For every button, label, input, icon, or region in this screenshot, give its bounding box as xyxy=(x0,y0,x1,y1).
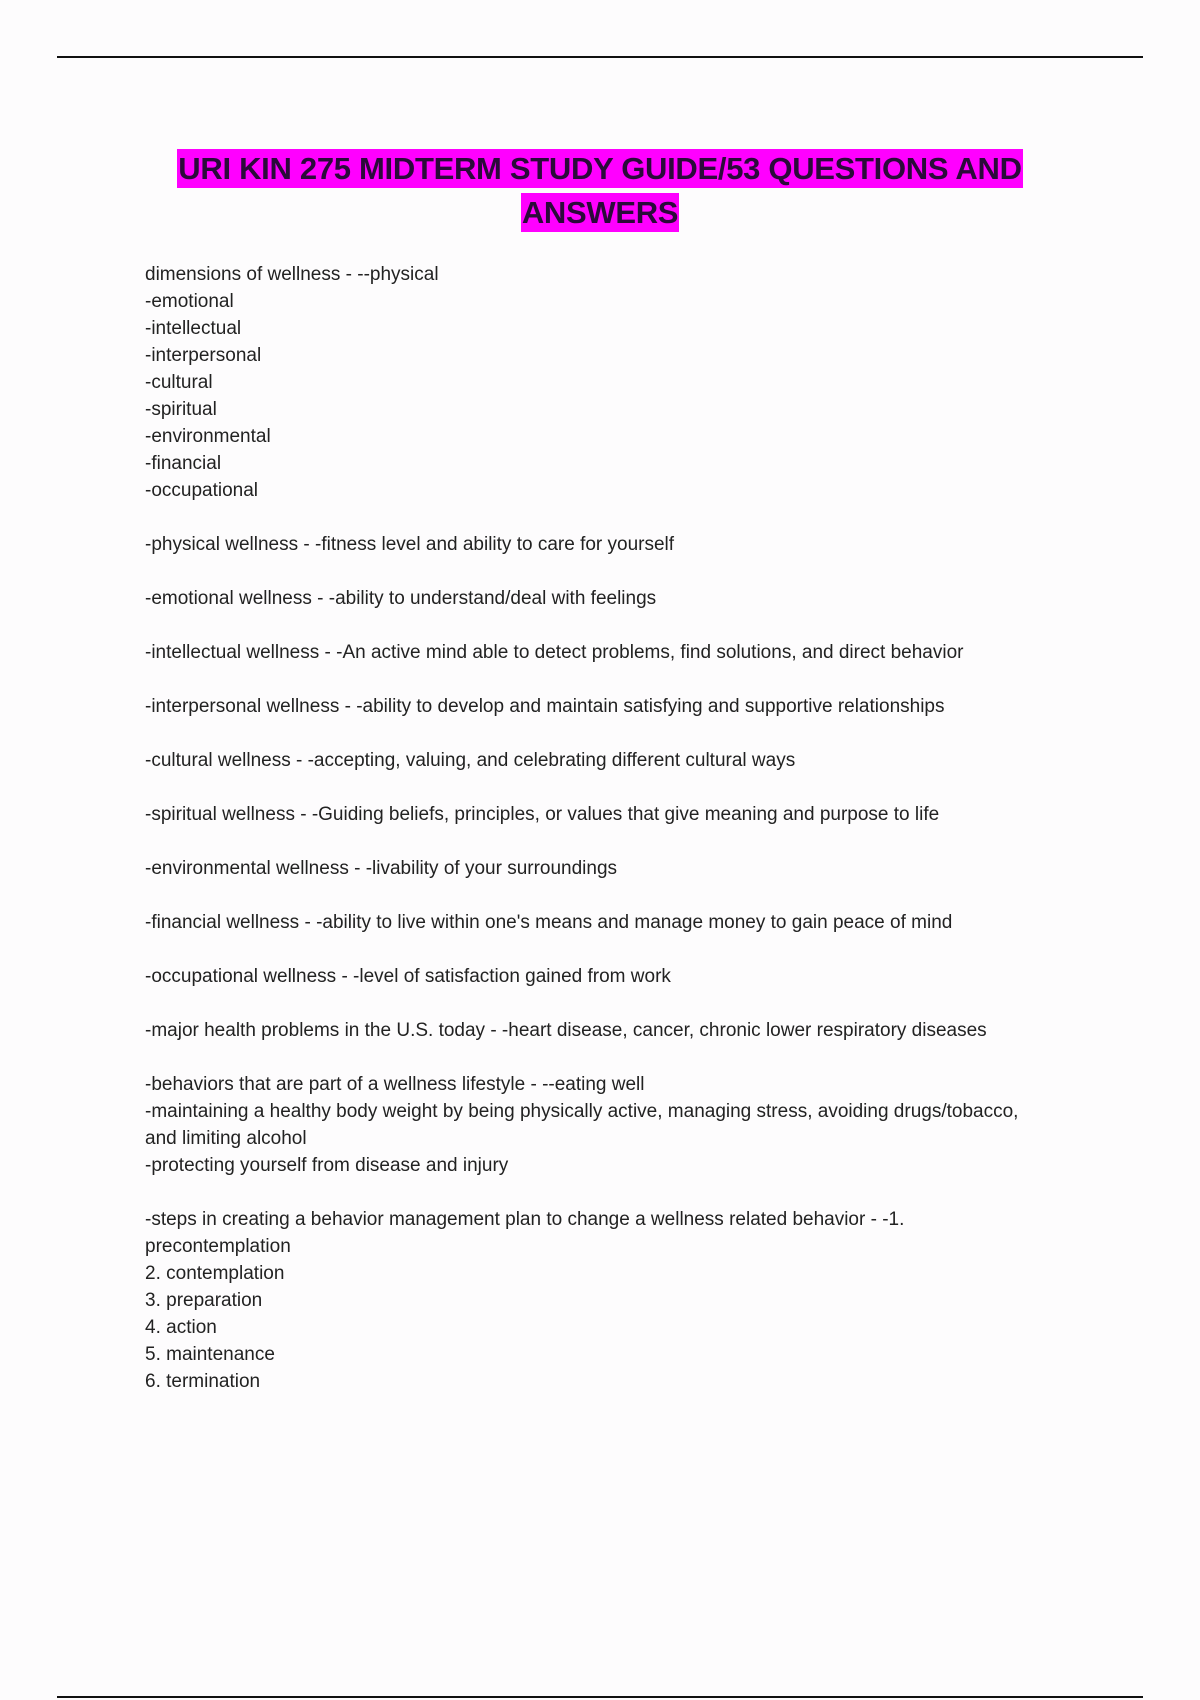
text-line: 5. maintenance xyxy=(145,1344,275,1365)
text-line: -maintaining a healthy body weight by being physically active, managing stress, avoiding drugs/tobacco, xyxy=(145,1101,1019,1122)
qa-item xyxy=(145,1017,1085,1044)
text-line: -cultural xyxy=(145,372,213,393)
text-line: 6. termination xyxy=(145,1371,261,1392)
qa-item xyxy=(145,909,1085,936)
qa-item xyxy=(145,801,1085,828)
text-line: -environmental xyxy=(145,426,271,447)
title-line-1: URI KIN 275 MIDTERM STUDY GUIDE/53 QUESTIONS AND xyxy=(178,151,1022,186)
text-line: -emotional wellness - -ability to understand/deal with feelings xyxy=(145,588,657,609)
text-line: -spiritual wellness - -Guiding beliefs, principles, or values that give meaning and purpose to life xyxy=(145,804,940,825)
text-line: -occupational wellness - -level of satisfaction gained from work xyxy=(145,966,671,987)
text-line: 3. preparation xyxy=(145,1290,263,1311)
text-line: 2. contemplation xyxy=(145,1263,285,1284)
text-line: -environmental wellness - -livability of your surroundings xyxy=(145,858,618,879)
text-line: -physical wellness - -fitness level and ability to care for yourself xyxy=(145,534,675,555)
qa-item xyxy=(145,963,1085,990)
document-title xyxy=(100,147,1100,235)
text-line: -major health problems in the U.S. today - -heart disease, cancer, chronic lower respiratory diseases xyxy=(145,1020,987,1041)
text-line: -spiritual xyxy=(145,399,217,420)
text-line: precontemplation xyxy=(145,1236,291,1257)
text-line: -interpersonal xyxy=(145,345,262,366)
text-line: -steps in creating a behavior management plan to change a wellness related behavior - -1. xyxy=(145,1209,905,1230)
qa-item xyxy=(145,585,1085,612)
text-line: 4. action xyxy=(145,1317,217,1338)
qa-item xyxy=(145,261,1085,504)
qa-item xyxy=(145,1206,1085,1395)
document-body xyxy=(145,261,1085,1395)
qa-item xyxy=(145,855,1085,882)
text-line: -emotional xyxy=(145,291,234,312)
text-line: -occupational xyxy=(145,480,259,501)
text-line: -financial wellness - -ability to live within one's means and manage money to gain peace of mind xyxy=(145,912,953,933)
text-line: -intellectual wellness - -An active mind able to detect problems, find solutions, and direct behavior xyxy=(145,642,964,663)
bottom-rule xyxy=(57,1696,1143,1698)
text-line: -financial xyxy=(145,453,222,474)
qa-item xyxy=(145,747,1085,774)
text-line: -cultural wellness - -accepting, valuing, and celebrating different cultural ways xyxy=(145,750,796,771)
text-line: -behaviors that are part of a wellness lifestyle - --eating well xyxy=(145,1074,645,1095)
text-line: and limiting alcohol xyxy=(145,1128,307,1149)
qa-item xyxy=(145,693,1085,720)
text-line: -intellectual xyxy=(145,318,242,339)
text-line: -protecting yourself from disease and injury xyxy=(145,1155,509,1176)
qa-item xyxy=(145,639,1085,666)
top-rule xyxy=(57,56,1143,58)
text-line: -interpersonal wellness - -ability to develop and maintain satisfying and supportive relationships xyxy=(145,696,945,717)
qa-item xyxy=(145,1071,1085,1179)
qa-item xyxy=(145,531,1085,558)
title-line-2: ANSWERS xyxy=(521,195,679,230)
text-line: dimensions of wellness - --physical xyxy=(145,264,439,285)
